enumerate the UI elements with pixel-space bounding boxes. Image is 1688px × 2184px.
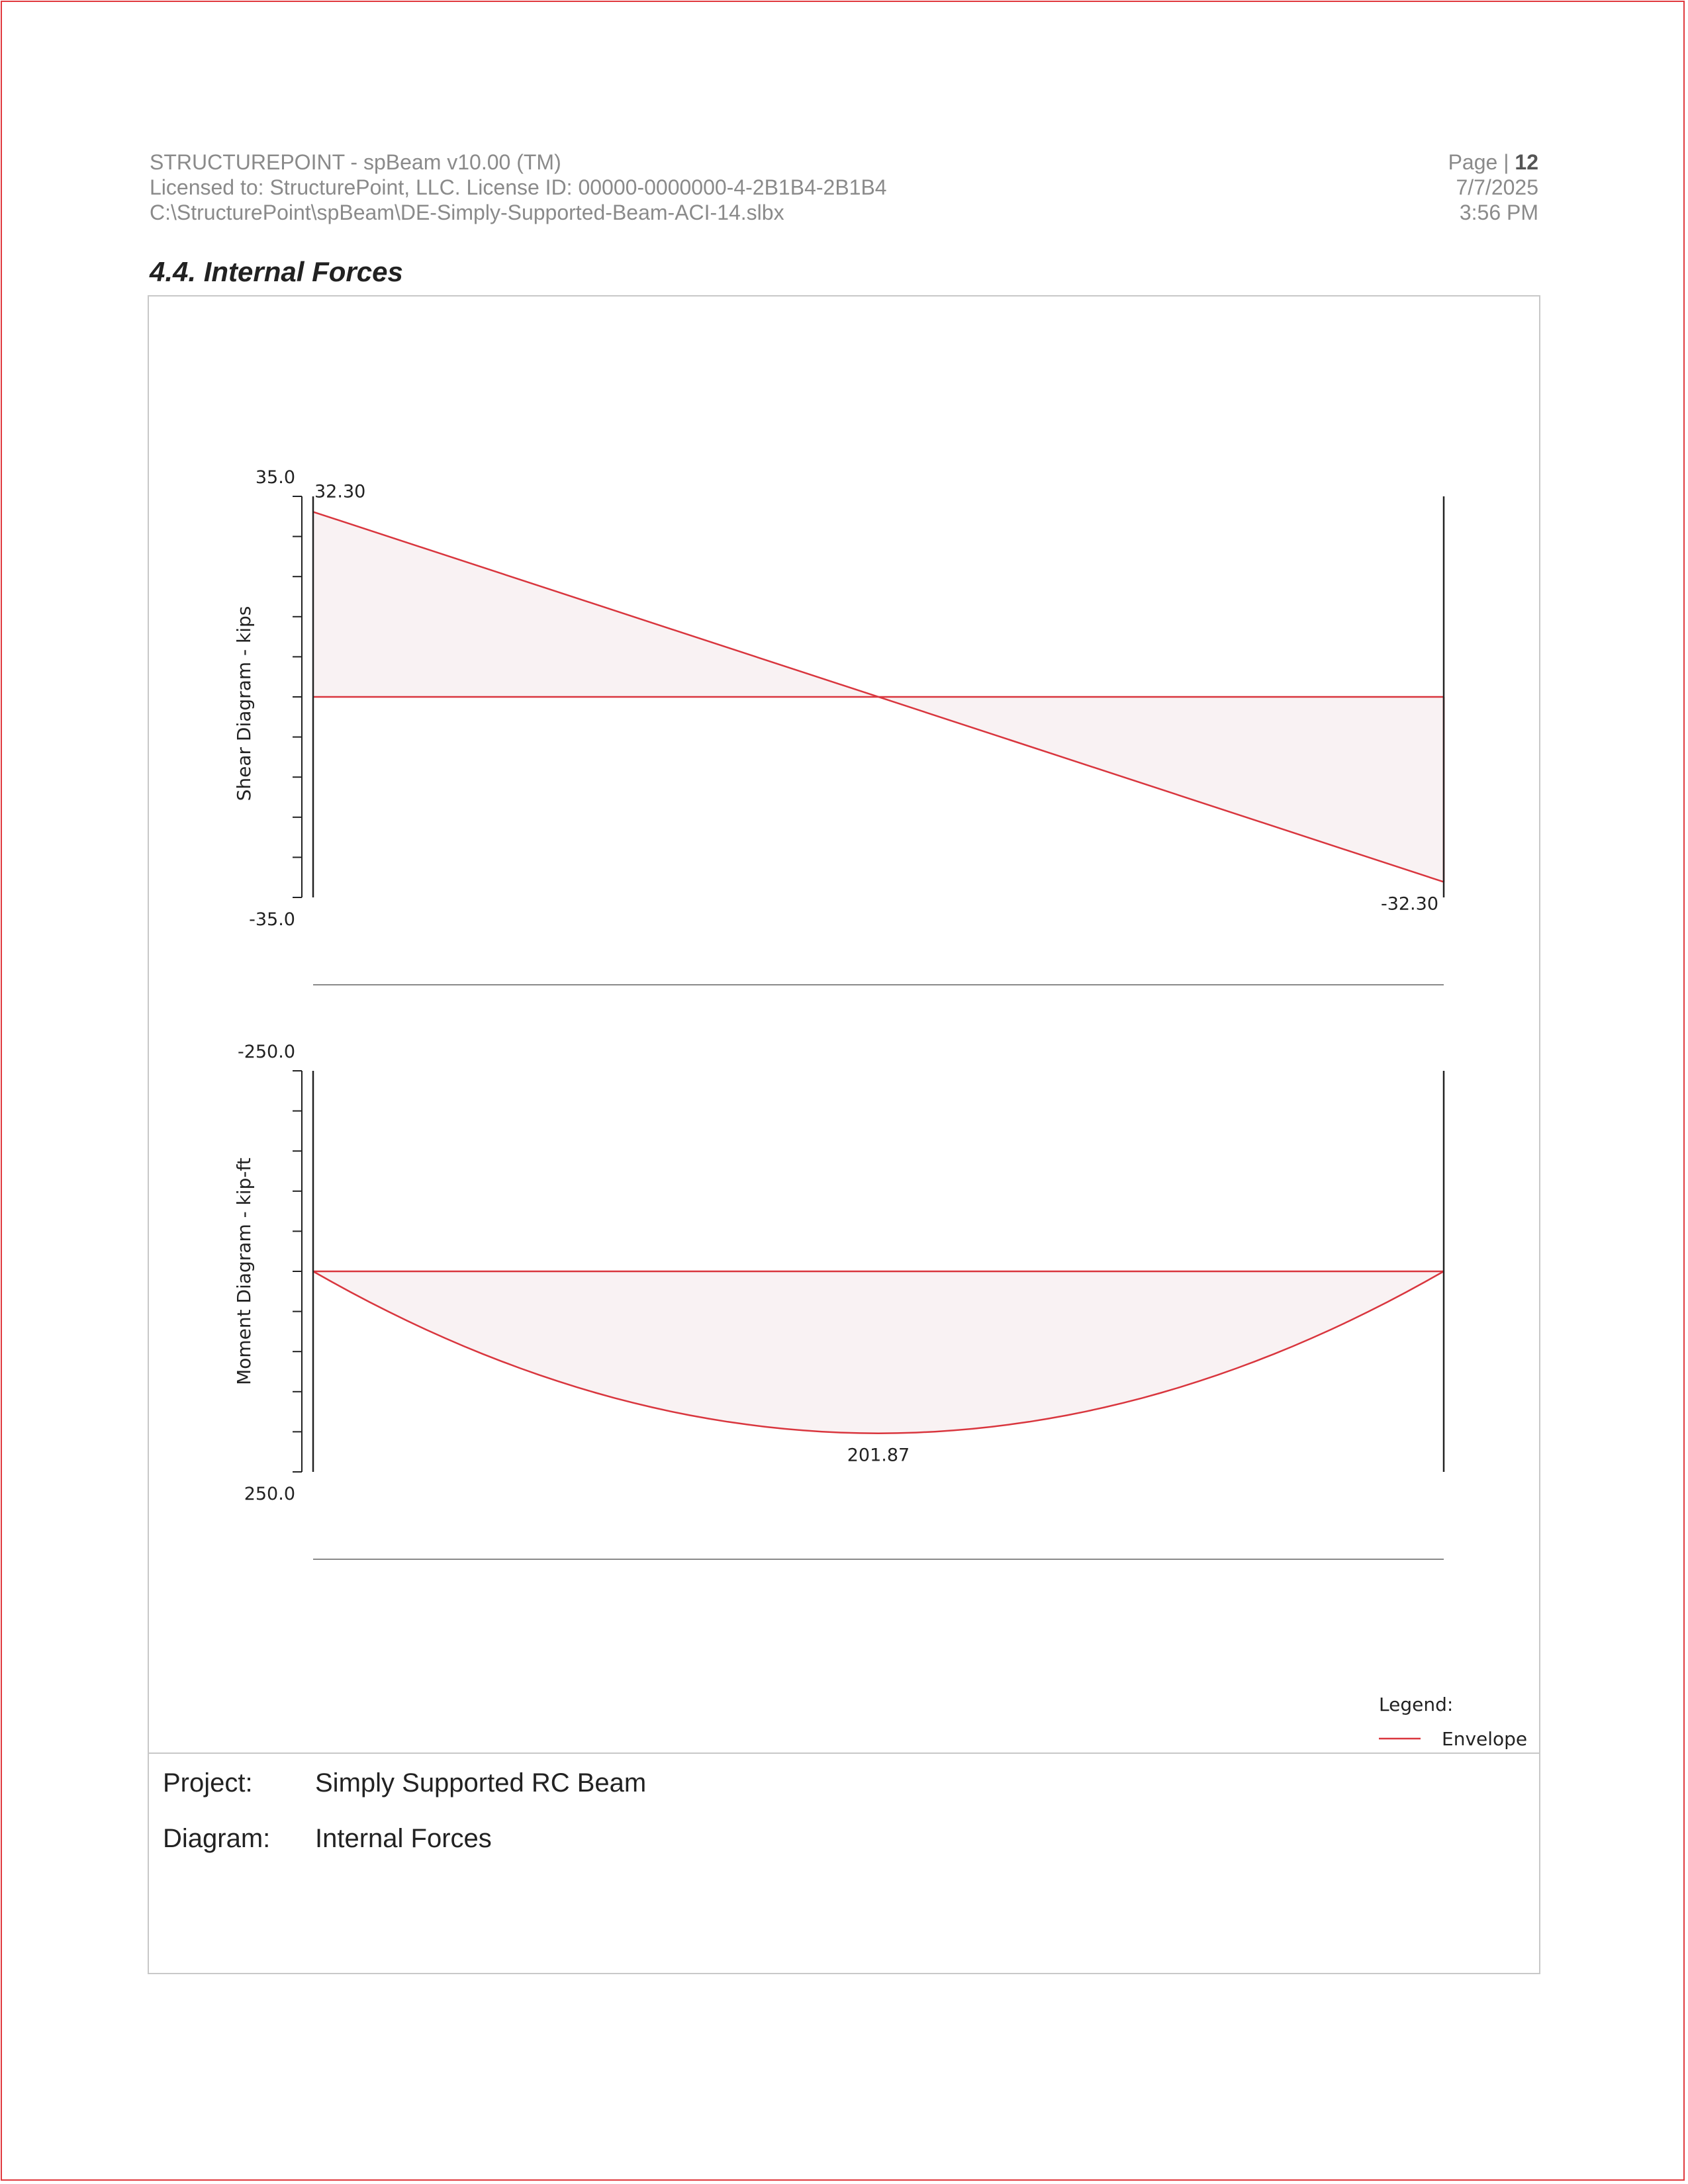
header-date: 7/7/2025: [1456, 175, 1538, 199]
envelope-fill-2: [313, 1271, 1444, 1433]
y-axis-label-1: Shear Diagram - kips: [233, 606, 255, 801]
project-value: Simply Supported RC Beam: [315, 1768, 647, 1797]
y-axis-label-2: Moment Diagram - kip-ft: [233, 1158, 255, 1385]
header-app-line: STRUCTUREPOINT - spBeam v10.00 (TM): [150, 150, 561, 174]
data-label-2-1: 201.87: [847, 1445, 910, 1466]
diagram-value: Internal Forces: [315, 1824, 492, 1853]
diagram-label: Diagram:: [163, 1824, 271, 1853]
y-tick-label-top-1: 35.0: [255, 467, 295, 488]
data-label-1-2: -32.30: [1380, 893, 1438, 915]
y-tick-label-bottom-2: 250.0: [244, 1484, 295, 1504]
project-label: Project:: [163, 1768, 253, 1797]
page-number: 12: [1515, 150, 1538, 174]
diagram-row: [163, 1823, 492, 1854]
header-time: 3:56 PM: [1459, 201, 1538, 224]
header-license-line: Licensed to: StructurePoint, LLC. License ID: 00000-0000000-4-2B1B4-2B1B4: [150, 175, 887, 199]
y-tick-label-top-2: -250.0: [237, 1042, 295, 1062]
section-title: 4.4. Internal Forces: [150, 256, 403, 287]
header-file-path: C:\StructurePoint\spBeam\DE-Simply-Supported-Beam-ACI-14.slbx: [150, 201, 784, 224]
project-row: [163, 1767, 646, 1799]
page-label: Page |: [1448, 150, 1515, 174]
legend-envelope-label: Envelope: [1442, 1728, 1528, 1750]
data-label-1-1: 32.30: [314, 481, 366, 502]
legend-title: Legend:: [1379, 1694, 1454, 1715]
y-tick-label-bottom-1: -35.0: [249, 909, 295, 930]
